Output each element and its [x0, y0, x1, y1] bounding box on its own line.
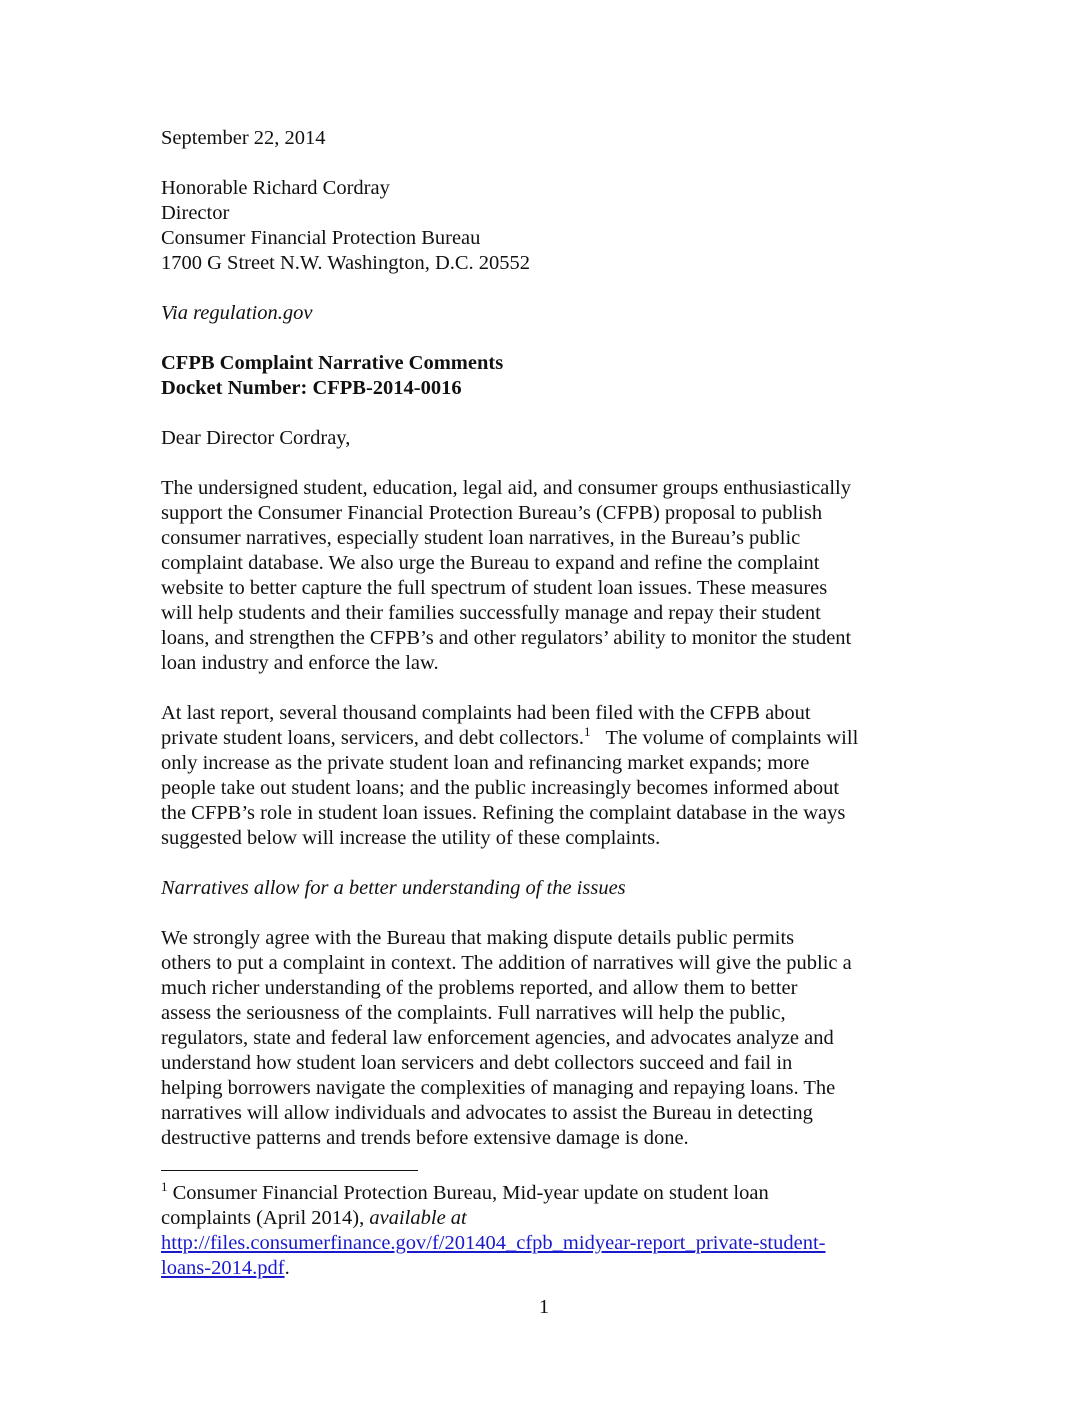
paragraph-line: [161, 726, 941, 751]
letter-date: September 22, 2014: [161, 127, 326, 149]
footnote-reference[interactable]: 1: [583, 724, 591, 740]
recipient-address: 1700 G Street N.W. Washington, D.C. 20552: [161, 252, 531, 274]
paragraph-line: others to put a complaint in context. The addition of narratives will give the public a: [161, 952, 852, 974]
paragraph-line: loan industry and enforce the law.: [161, 652, 439, 674]
paragraph-line: people take out student loans; and the public increasingly becomes informed about: [161, 777, 840, 799]
section-heading: Narratives allow for a better understanding of the issues: [161, 877, 626, 899]
delivery-method: Via regulation.gov: [161, 302, 313, 324]
paragraph-support: [161, 476, 941, 676]
letter-body: [161, 126, 941, 1176]
paragraph-complaint-volume: [161, 701, 941, 851]
recipient-block: [161, 176, 941, 276]
footnote-line: [161, 1206, 941, 1231]
paragraph-text: The volume of complaints will: [590, 727, 859, 749]
paragraph-line: We strongly agree with the Bureau that making dispute details public permits: [161, 927, 795, 949]
footnote-url-link[interactable]: http://files.consumerfinance.gov/f/201404_cfpb_midyear-report_private-student-: [161, 1232, 826, 1254]
paragraph-line: loans, and strengthen the CFPB’s and other regulators’ ability to monitor the student: [161, 627, 852, 649]
page-number: 1: [538, 1296, 550, 1318]
paragraph-line: website to better capture the full spectrum of student loan issues. These measures: [161, 577, 828, 599]
footnote-text: Consumer Financial Protection Bureau, Mid-year update on student loan: [167, 1182, 769, 1204]
paragraph-line: destructive patterns and trends before extensive damage is done.: [161, 1127, 689, 1149]
paragraph-narratives: [161, 926, 941, 1151]
paragraph-line: consumer narratives, especially student loan narratives, in the Bureau’s public: [161, 527, 801, 549]
paragraph-line: only increase as the private student loan and refinancing market expands; more: [161, 752, 810, 774]
paragraph-line: understand how student loan servicers and debt collectors succeed and fail in: [161, 1052, 793, 1074]
footnote-available-at: available at: [369, 1207, 467, 1229]
recipient-name: Honorable Richard Cordray: [161, 177, 390, 199]
paragraph-line: assess the seriousness of the complaints. Full narratives will help the public,: [161, 1002, 786, 1024]
paragraph-line: much richer understanding of the problems reported, and allow them to better: [161, 977, 798, 999]
footnote-url-link-continued[interactable]: loans-2014.pdf: [161, 1257, 285, 1279]
paragraph-line: complaint database. We also urge the Bureau to expand and refine the complaint: [161, 552, 820, 574]
footnote: [161, 1181, 941, 1281]
docket-number: Docket Number: CFPB-2014-0016: [161, 377, 462, 399]
footnote-line: [161, 1256, 941, 1281]
paragraph-text: private student loans, servicers, and debt collectors.: [161, 727, 584, 749]
paragraph-line: support the Consumer Financial Protection Bureau’s (CFPB) proposal to publish: [161, 502, 823, 524]
paragraph-line: narratives will allow individuals and advocates to assist the Bureau in detecting: [161, 1102, 813, 1124]
subject-block: [161, 351, 941, 401]
footnote-separator: [161, 1170, 418, 1171]
footnote-period: .: [284, 1257, 290, 1279]
footnote-line: [161, 1181, 941, 1206]
paragraph-line: regulators, state and federal law enforcement agencies, and advocates analyze and: [161, 1027, 834, 1049]
footnote-text: complaints (April 2014),: [161, 1207, 370, 1229]
paragraph-line: will help students and their families successfully manage and repay their student: [161, 602, 821, 624]
footnote-line: [161, 1231, 941, 1256]
paragraph-line: The undersigned student, education, legal aid, and consumer groups enthusiastically: [161, 477, 851, 499]
subject-title: CFPB Complaint Narrative Comments: [161, 352, 504, 374]
paragraph-line: the CFPB’s role in student loan issues. Refining the complaint database in the ways: [161, 802, 846, 824]
paragraph-line: helping borrowers navigate the complexities of managing and repaying loans. The: [161, 1077, 836, 1099]
paragraph-line: suggested below will increase the utility of these complaints.: [161, 827, 661, 849]
paragraph-line: At last report, several thousand complaints had been filed with the CFPB about: [161, 702, 811, 724]
footnote-mark: 1: [161, 1179, 168, 1195]
recipient-organization: Consumer Financial Protection Bureau: [161, 227, 481, 249]
recipient-title: Director: [161, 202, 230, 224]
salutation: Dear Director Cordray,: [161, 427, 351, 449]
